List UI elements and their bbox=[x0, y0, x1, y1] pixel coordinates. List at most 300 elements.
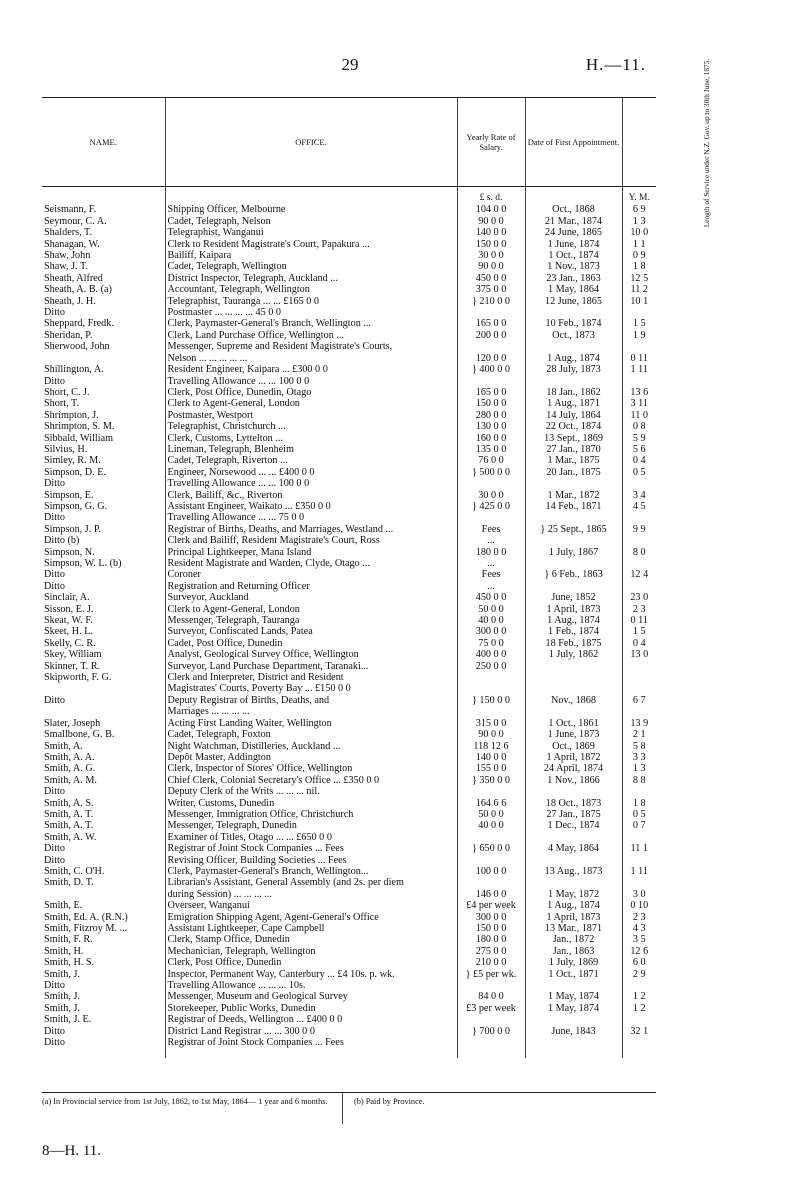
table-row bbox=[42, 455, 656, 466]
cell-length: 1 3 bbox=[622, 763, 656, 774]
cell-date: 1 April, 1872 bbox=[525, 752, 622, 763]
table-row bbox=[42, 934, 656, 945]
cell-length bbox=[622, 786, 656, 797]
table-row bbox=[42, 752, 656, 763]
cell-salary bbox=[457, 672, 525, 683]
cell-office: Cadet, Post Office, Dunedin bbox=[165, 638, 457, 649]
cell-date bbox=[525, 706, 622, 717]
table-row bbox=[42, 524, 656, 535]
cell-name: Short, C. J. bbox=[44, 386, 90, 398]
cell-length: 4 5 bbox=[622, 501, 656, 512]
cell-length: 13 6 bbox=[622, 387, 656, 398]
cell-salary: 400 0 0 bbox=[457, 649, 525, 660]
cell-name: Sheppard, Fredk. bbox=[44, 318, 114, 330]
cell-name: Smith, A. G. bbox=[44, 763, 96, 775]
cell-date: 1 April, 1873 bbox=[525, 912, 622, 923]
cell-salary: 84 0 0 bbox=[457, 991, 525, 1002]
cell-salary bbox=[457, 877, 525, 888]
cell-date: 1 Dec., 1874 bbox=[525, 820, 622, 831]
column-header-office: OFFICE. bbox=[165, 98, 457, 187]
cell-date: 1 Feb., 1874 bbox=[525, 626, 622, 637]
table-row bbox=[42, 957, 656, 968]
cell-date bbox=[525, 341, 622, 352]
cell-name: Ditto bbox=[44, 307, 65, 319]
cell-length: 3 0 bbox=[622, 889, 656, 900]
table-row bbox=[42, 261, 656, 272]
cell-date: June, 1852 bbox=[525, 592, 622, 603]
cell-salary: 315 0 0 bbox=[457, 718, 525, 729]
cell-office: Clerk, Paymaster-General's Branch, Wellington... bbox=[165, 866, 457, 877]
cell-office: Travelling Allowance ... ... 100 0 0 bbox=[165, 478, 457, 489]
cell-name: Smith, A. A. bbox=[44, 751, 95, 763]
cell-name: Shillington, A. bbox=[44, 364, 104, 376]
cell-length: 1 1 bbox=[622, 239, 656, 250]
cell-office: Deputy Registrar of Births, Deaths, and bbox=[165, 695, 457, 706]
cell-name: Slater, Joseph bbox=[44, 717, 101, 729]
cell-office: Clerk and Interpreter, District and Resident bbox=[165, 672, 457, 683]
cell-office: Clerk, Post Office, Dunedin, Otago bbox=[165, 387, 457, 398]
table-row bbox=[42, 741, 656, 752]
cell-salary: 150 0 0 bbox=[457, 398, 525, 409]
units-length: Y. M. bbox=[622, 187, 656, 205]
table-row bbox=[42, 501, 656, 512]
cell-date: 10 Feb., 1874 bbox=[525, 318, 622, 329]
units-office-cell bbox=[165, 187, 457, 205]
cell-date: 18 Feb., 1875 bbox=[525, 638, 622, 649]
cell-office: Postmaster, Westport bbox=[165, 410, 457, 421]
cell-salary: 30 0 0 bbox=[457, 490, 525, 501]
cell-salary: } 150 0 0 bbox=[457, 695, 525, 706]
cell-date: 12 June, 1865 bbox=[525, 296, 622, 307]
cell-name: Smith, F. R. bbox=[44, 934, 93, 946]
footnote-separator bbox=[342, 1092, 343, 1124]
cell-office: Storekeeper, Public Works, Dunedin bbox=[165, 1003, 457, 1014]
table-row bbox=[42, 912, 656, 923]
cell-length: 0 11 bbox=[622, 353, 656, 364]
cell-salary: 280 0 0 bbox=[457, 410, 525, 421]
cell-name: Ditto bbox=[44, 1037, 65, 1049]
cell-length: 11 2 bbox=[622, 284, 656, 295]
table-row bbox=[42, 433, 656, 444]
table-row bbox=[42, 798, 656, 809]
cell-office: Night Watchman, Distilleries, Auckland ... bbox=[165, 741, 457, 752]
cell-date: Jan., 1863 bbox=[525, 946, 622, 957]
table-row bbox=[42, 991, 656, 1002]
column-header-salary: Yearly Rate of Salary. bbox=[457, 98, 525, 187]
cell-office: Surveyor, Auckland bbox=[165, 592, 457, 603]
cell-length: 23 0 bbox=[622, 592, 656, 603]
cell-salary: 118 12 6 bbox=[457, 741, 525, 752]
cell-length: 0 4 bbox=[622, 638, 656, 649]
cell-office: Revising Officer, Building Societies ... Fees bbox=[165, 855, 457, 866]
cell-office: Emigration Shipping Agent, Agent-General's Office bbox=[165, 912, 457, 923]
cell-salary: 160 0 0 bbox=[457, 433, 525, 444]
cell-length: 5 8 bbox=[622, 741, 656, 752]
cell-salary bbox=[457, 478, 525, 489]
cell-name: Skelly, C. R. bbox=[44, 637, 96, 649]
cell-name: Ditto bbox=[44, 1025, 65, 1037]
cell-name: Skipworth, F. G. bbox=[44, 672, 112, 684]
cell-date bbox=[525, 672, 622, 683]
cell-name: Smith, J. bbox=[44, 968, 80, 980]
cell-length bbox=[622, 980, 656, 991]
cell-date: 1 Oct., 1874 bbox=[525, 250, 622, 261]
table-row bbox=[42, 1003, 656, 1014]
cell-date bbox=[525, 478, 622, 489]
cell-name: Sheath, Alfred bbox=[44, 272, 103, 284]
cell-salary: Fees bbox=[457, 524, 525, 535]
cell-salary: ... bbox=[457, 535, 525, 546]
table-row bbox=[42, 649, 656, 660]
table-row bbox=[42, 820, 656, 831]
cell-name: Short, T. bbox=[44, 398, 79, 410]
cell-salary bbox=[457, 341, 525, 352]
cell-office: Cadet, Telegraph, Nelson bbox=[165, 216, 457, 227]
table-row bbox=[42, 421, 656, 432]
cell-office: Clerk, Paymaster-General's Branch, Wellington ... bbox=[165, 318, 457, 329]
cell-office: Travelling Allowance ... ... ... 10s. bbox=[165, 980, 457, 991]
cell-date bbox=[525, 980, 622, 991]
cell-length bbox=[622, 512, 656, 523]
cell-name: Sheridan, P. bbox=[44, 329, 93, 341]
cell-name: Simpson, E. bbox=[44, 489, 94, 501]
cell-date bbox=[525, 661, 622, 672]
cell-office: Mechanician, Telegraph, Wellington bbox=[165, 946, 457, 957]
cell-date: 1 Oct., 1871 bbox=[525, 969, 622, 980]
cell-office: Clerk, Customs, Lyttelton ... bbox=[165, 433, 457, 444]
cell-length: 8 0 bbox=[622, 547, 656, 558]
cell-length: 9 9 bbox=[622, 524, 656, 535]
table-row bbox=[42, 353, 656, 364]
cell-name: Smith, Fitzroy M. ... bbox=[44, 923, 128, 934]
cell-name: Smallbone, G. B. bbox=[44, 729, 115, 741]
cell-length bbox=[622, 672, 656, 683]
footnote-b: (b) Paid by Province. bbox=[354, 1097, 425, 1106]
table-row bbox=[42, 900, 656, 911]
cell-salary: 150 0 0 bbox=[457, 239, 525, 250]
cell-name: Smith, J. E. bbox=[44, 1014, 92, 1026]
cell-date bbox=[525, 558, 622, 569]
table-row bbox=[42, 569, 656, 580]
cell-length bbox=[622, 341, 656, 352]
cell-office: Analyst, Geological Survey Office, Wellington bbox=[165, 649, 457, 660]
cell-name: Sherwood, John bbox=[44, 341, 110, 353]
cell-name: Ditto bbox=[44, 580, 65, 592]
column-header-length-text: Length of Service under N.Z. Gov. up to 30th June, 1875. bbox=[701, 58, 711, 228]
cell-date: Jan., 1872 bbox=[525, 934, 622, 945]
cell-length: 13 0 bbox=[622, 649, 656, 660]
cell-length: 11 0 bbox=[622, 410, 656, 421]
cell-salary bbox=[457, 855, 525, 866]
cell-office: Registration and Returning Officer bbox=[165, 581, 457, 592]
cell-office: Telegraphist, Wanganui bbox=[165, 227, 457, 238]
cell-date: 1 Nov., 1866 bbox=[525, 775, 622, 786]
cell-length: 1 8 bbox=[622, 261, 656, 272]
cell-office: Clerk, Bailiff, &c., Riverton bbox=[165, 490, 457, 501]
cell-length: 1 11 bbox=[622, 364, 656, 375]
cell-length: 0 9 bbox=[622, 250, 656, 261]
cell-name: Smith, H. S. bbox=[44, 957, 95, 969]
cell-date: 1 Aug., 1874 bbox=[525, 615, 622, 626]
cell-length bbox=[622, 1037, 656, 1058]
cell-name: Ditto bbox=[44, 694, 65, 706]
cell-date: 28 July, 1873 bbox=[525, 364, 622, 375]
table-row bbox=[42, 889, 656, 900]
cell-salary: 50 0 0 bbox=[457, 809, 525, 820]
cell-date: 21 Mar., 1874 bbox=[525, 216, 622, 227]
cell-date: } 6 Feb., 1863 bbox=[525, 569, 622, 580]
cell-date: June, 1843 bbox=[525, 1026, 622, 1037]
table-row bbox=[42, 763, 656, 774]
cell-office: District Inspector, Telegraph, Auckland ... bbox=[165, 273, 457, 284]
cell-name: Shrimpton, S. M. bbox=[44, 421, 115, 433]
cell-date: 1 July, 1867 bbox=[525, 547, 622, 558]
cell-date: Nov., 1868 bbox=[525, 695, 622, 706]
cell-date: 18 Oct., 1873 bbox=[525, 798, 622, 809]
table-header-row bbox=[42, 98, 656, 187]
cell-date: 1 July, 1869 bbox=[525, 957, 622, 968]
cell-office: Clerk to Agent-General, London bbox=[165, 398, 457, 409]
cell-salary: £4 per week bbox=[457, 900, 525, 911]
cell-office: Registrar of Deeds, Wellington ... £400 0 0 bbox=[165, 1014, 457, 1025]
cell-date: Oct., 1869 bbox=[525, 741, 622, 752]
table-row bbox=[42, 1037, 656, 1058]
cell-salary: Fees bbox=[457, 569, 525, 580]
table-row bbox=[42, 786, 656, 797]
table-row bbox=[42, 558, 656, 569]
cell-name: Ditto bbox=[44, 375, 65, 387]
cell-length bbox=[622, 478, 656, 489]
column-header-date: Date of First Appointment. bbox=[525, 98, 622, 187]
cell-date: 1 June, 1873 bbox=[525, 729, 622, 740]
cell-length: 10 0 bbox=[622, 227, 656, 238]
cell-name: Smith, A. T. bbox=[44, 820, 94, 832]
table-row bbox=[42, 683, 656, 694]
table-row bbox=[42, 855, 656, 866]
cell-salary: 76 0 0 bbox=[457, 455, 525, 466]
table-row bbox=[42, 1026, 656, 1037]
table-row bbox=[42, 547, 656, 558]
cell-office: Clerk, Post Office, Dunedin bbox=[165, 957, 457, 968]
table-row bbox=[42, 341, 656, 352]
cell-office: Deputy Clerk of the Writs ... ... ... nil. bbox=[165, 786, 457, 797]
cell-salary: 450 0 0 bbox=[457, 592, 525, 603]
cell-length: 0 10 bbox=[622, 900, 656, 911]
cell-date: 1 Nov., 1873 bbox=[525, 261, 622, 272]
cell-salary: 140 0 0 bbox=[457, 752, 525, 763]
cell-date bbox=[525, 512, 622, 523]
cell-office: Messenger, Telegraph, Tauranga bbox=[165, 615, 457, 626]
table-row bbox=[42, 307, 656, 318]
cell-office: Registrar of Joint Stock Companies ... Fees bbox=[165, 843, 457, 854]
cell-office: Nelson ... ... ... ... ... bbox=[165, 353, 457, 364]
cell-name: Ditto bbox=[44, 569, 65, 581]
cell-office: Clerk and Bailiff, Resident Magistrate's Court, Ross bbox=[165, 535, 457, 546]
cell-office: Examiner of Titles, Otago ... ... £650 0 0 bbox=[165, 832, 457, 843]
cell-office: Postmaster ... ... ... ... 45 0 0 bbox=[165, 307, 457, 318]
table-row bbox=[42, 512, 656, 523]
cell-date: 1 Mar., 1875 bbox=[525, 455, 622, 466]
cell-salary: ... bbox=[457, 581, 525, 592]
cell-length bbox=[622, 855, 656, 866]
table-row bbox=[42, 866, 656, 877]
cell-name: Simpson, N. bbox=[44, 546, 95, 558]
cell-date: 1 May, 1874 bbox=[525, 991, 622, 1002]
cell-length bbox=[622, 376, 656, 387]
document-reference: H.—11. bbox=[585, 55, 646, 74]
cell-length: 1 5 bbox=[622, 626, 656, 637]
cell-length: 12 5 bbox=[622, 273, 656, 284]
cell-date bbox=[525, 307, 622, 318]
cell-office: Travelling Allowance ... ... 100 0 0 bbox=[165, 376, 457, 387]
cell-length bbox=[622, 307, 656, 318]
cell-name: Smith, J. bbox=[44, 1002, 80, 1014]
cell-length: 3 11 bbox=[622, 398, 656, 409]
table-row bbox=[42, 832, 656, 843]
cell-date: 14 July, 1864 bbox=[525, 410, 622, 421]
cell-date: } 25 Sept., 1865 bbox=[525, 524, 622, 535]
cell-office: District Land Registrar ... ... 300 0 0 bbox=[165, 1026, 457, 1037]
table-row bbox=[42, 729, 656, 740]
cell-date: 1 July, 1862 bbox=[525, 649, 622, 660]
cell-date: 24 April, 1874 bbox=[525, 763, 622, 774]
table-row bbox=[42, 946, 656, 957]
cell-name: Ditto bbox=[44, 843, 65, 855]
cell-office: Bailiff, Kaipara bbox=[165, 250, 457, 261]
cell-salary: 150 0 0 bbox=[457, 923, 525, 934]
cell-date: Oct., 1868 bbox=[525, 204, 622, 215]
cell-name: Ditto bbox=[44, 478, 65, 490]
cell-salary bbox=[457, 683, 525, 694]
cell-salary: 375 0 0 bbox=[457, 284, 525, 295]
cell-salary: 300 0 0 bbox=[457, 912, 525, 923]
cell-date bbox=[525, 832, 622, 843]
cell-length: 2 9 bbox=[622, 969, 656, 980]
cell-length: 8 8 bbox=[622, 775, 656, 786]
cell-office: Surveyor, Land Purchase Department, Taranaki... bbox=[165, 661, 457, 672]
cell-length: 0 8 bbox=[622, 421, 656, 432]
cell-salary: 200 0 0 bbox=[457, 330, 525, 341]
cell-date: 1 Aug., 1874 bbox=[525, 900, 622, 911]
cell-office: Resident Magistrate and Warden, Clyde, Otago ... bbox=[165, 558, 457, 569]
cell-name: Smith, A. S. bbox=[44, 797, 94, 809]
table-row bbox=[42, 364, 656, 375]
cell-office: Principal Lightkeeper, Mana Island bbox=[165, 547, 457, 558]
cell-salary bbox=[457, 512, 525, 523]
cell-office: Travelling Allowance ... ... 75 0 0 bbox=[165, 512, 457, 523]
cell-salary: 30 0 0 bbox=[457, 250, 525, 261]
cell-name: Seismann, F. bbox=[44, 204, 97, 216]
cell-name: Sisson, E. J. bbox=[44, 603, 94, 615]
cell-date: 1 April, 1873 bbox=[525, 604, 622, 615]
table-row bbox=[42, 410, 656, 421]
table-row bbox=[42, 695, 656, 706]
cell-salary: ... bbox=[457, 558, 525, 569]
cell-salary: } 650 0 0 bbox=[457, 843, 525, 854]
table-row bbox=[42, 216, 656, 227]
cell-length: 3 5 bbox=[622, 934, 656, 945]
cell-name: Smith, H. bbox=[44, 945, 84, 957]
cell-name: Simpson, G. G. bbox=[44, 500, 108, 512]
table-row bbox=[42, 273, 656, 284]
table-row bbox=[42, 581, 656, 592]
cell-date: 1 Aug., 1871 bbox=[525, 398, 622, 409]
cell-length: 11 1 bbox=[622, 843, 656, 854]
cell-length: 1 8 bbox=[622, 798, 656, 809]
cell-date: 1 June, 1874 bbox=[525, 239, 622, 250]
cell-date: 4 May, 1864 bbox=[525, 843, 622, 854]
cell-office: Messenger, Museum and Geological Survey bbox=[165, 991, 457, 1002]
cell-office: Inspector, Permanent Way, Canterbury ... £4 10s. p. wk. bbox=[165, 969, 457, 980]
cell-office: Registrar of Joint Stock Companies ... Fees bbox=[165, 1037, 457, 1058]
cell-salary: 40 0 0 bbox=[457, 615, 525, 626]
cell-length: 3 4 bbox=[622, 490, 656, 501]
cell-name: Simpson, W. L. (b) bbox=[44, 558, 122, 569]
cell-salary bbox=[457, 1037, 525, 1058]
table-row bbox=[42, 467, 656, 478]
cell-length: 0 5 bbox=[622, 809, 656, 820]
cell-date: 1 May, 1864 bbox=[525, 284, 622, 295]
cell-salary: } 700 0 0 bbox=[457, 1026, 525, 1037]
cell-length: 0 4 bbox=[622, 455, 656, 466]
cell-date: 22 Oct., 1874 bbox=[525, 421, 622, 432]
cell-office: Assistant Engineer, Waikato ... £350 0 0 bbox=[165, 501, 457, 512]
table-row bbox=[42, 809, 656, 820]
table-row bbox=[42, 843, 656, 854]
cell-length: 5 9 bbox=[622, 433, 656, 444]
cell-salary: 90 0 0 bbox=[457, 729, 525, 740]
cell-date bbox=[525, 786, 622, 797]
column-header-name: NAME. bbox=[42, 98, 165, 187]
cell-name: Simpson, J. P. bbox=[44, 523, 101, 535]
cell-name: Smith, A. bbox=[44, 740, 83, 752]
cell-length: 32 1 bbox=[622, 1026, 656, 1037]
cell-name bbox=[42, 706, 165, 717]
table-row bbox=[42, 638, 656, 649]
cell-date: 18 Jan., 1862 bbox=[525, 387, 622, 398]
cell-office: Assistant Lightkeeper, Cape Campbell bbox=[165, 923, 457, 934]
cell-office: Shipping Officer, Melbourne bbox=[165, 204, 457, 215]
table-row bbox=[42, 387, 656, 398]
table-row bbox=[42, 398, 656, 409]
cell-name: Shalders, T. bbox=[44, 227, 93, 239]
cell-date: 14 Feb., 1871 bbox=[525, 501, 622, 512]
table-row bbox=[42, 672, 656, 683]
cell-length: 6 7 bbox=[622, 695, 656, 706]
cell-length bbox=[622, 706, 656, 717]
cell-salary: 250 0 0 bbox=[457, 661, 525, 672]
cell-length: 0 5 bbox=[622, 467, 656, 478]
cell-office: Registrar of Births, Deaths, and Marriages, Westland ... bbox=[165, 524, 457, 535]
cell-length: 2 3 bbox=[622, 912, 656, 923]
cell-salary: } 350 0 0 bbox=[457, 775, 525, 786]
cell-salary: 120 0 0 bbox=[457, 353, 525, 364]
cell-length bbox=[622, 832, 656, 843]
table-row bbox=[42, 615, 656, 626]
cell-office: Surveyor, Confiscated Lands, Patea bbox=[165, 626, 457, 637]
cell-office: Cadet, Telegraph, Riverton ... bbox=[165, 455, 457, 466]
cell-date bbox=[525, 376, 622, 387]
cell-length bbox=[622, 877, 656, 888]
table-row bbox=[42, 227, 656, 238]
cell-length bbox=[622, 558, 656, 569]
cell-office: Accountant, Telegraph, Wellington bbox=[165, 284, 457, 295]
cell-office: Depôt Master, Addington bbox=[165, 752, 457, 763]
cell-salary: £3 per week bbox=[457, 1003, 525, 1014]
cell-office: Lineman, Telegraph, Blenheim bbox=[165, 444, 457, 455]
cell-office: Clerk to Agent-General, London bbox=[165, 604, 457, 615]
table-row bbox=[42, 1014, 656, 1025]
